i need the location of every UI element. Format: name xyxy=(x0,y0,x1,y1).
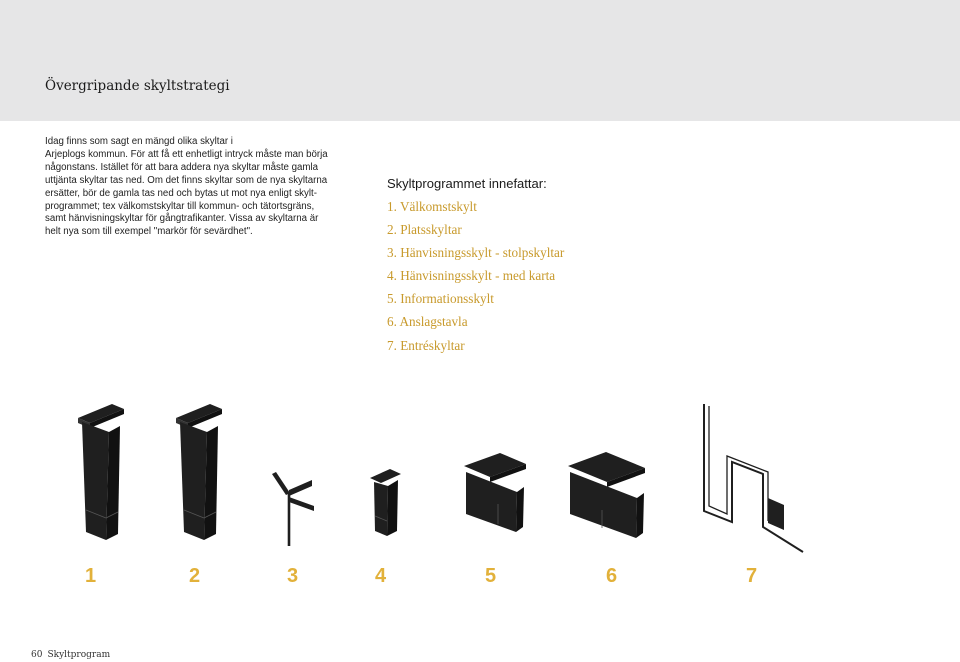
program-item: 6. Anslagstavla xyxy=(387,314,468,330)
body-line: Idag finns som sagt en mängd olika skyltar i xyxy=(45,136,233,147)
page-number: 60 xyxy=(31,650,43,660)
page-footer xyxy=(31,650,110,660)
program-item: 7. Entréskyltar xyxy=(387,337,465,353)
body-line: helt nya som till exempel "markör för sevärdhet". xyxy=(45,226,253,238)
number-label: 5 xyxy=(485,565,497,587)
entrance-sign-illustration xyxy=(704,404,803,552)
header-band xyxy=(0,0,960,121)
welcome-sign-illustration xyxy=(78,404,124,540)
body-line: Arjeplogs kommun. För att få ett enhetligt intryck måste man börja xyxy=(45,148,328,160)
number-label: 6 xyxy=(606,565,618,587)
post-sign-illustration xyxy=(272,472,314,546)
program-heading: Skyltprogrammet innefattar: xyxy=(387,176,547,191)
number-label: 7 xyxy=(746,565,758,587)
page-title: Övergripande skyltstrategi xyxy=(45,78,230,94)
map-sign-illustration xyxy=(370,469,401,536)
body-line: samt hänvisningskyltar för gångtrafikanter. Vissa av skyltarna är xyxy=(45,213,319,225)
program-item: 4. Hänvisningsskylt - med karta xyxy=(387,268,556,284)
body-paragraph xyxy=(45,136,337,239)
program-item: 5. Informationsskylt xyxy=(387,291,494,307)
number-label: 3 xyxy=(287,565,299,587)
body-line: ersätter, bör de gamla tas ned och bytas ut mot nya enligt skylt- xyxy=(45,187,317,199)
footer-label: Skyltprogram xyxy=(47,650,111,660)
notice-board-illustration xyxy=(568,452,645,538)
number-label: 1 xyxy=(85,565,97,587)
program-item: 2. Platsskyltar xyxy=(387,222,462,238)
program-list xyxy=(387,198,564,360)
number-label: 4 xyxy=(375,565,387,587)
body-line: någonstans. Istället för att bara addera nya skyltar måste gamla xyxy=(45,161,319,173)
body-line: programmet; tex välkomstskyltar till kommun- och tätortsgräns, xyxy=(45,200,315,212)
info-sign-illustration xyxy=(464,453,526,532)
number-label: 2 xyxy=(189,565,201,587)
place-sign-illustration xyxy=(176,404,222,540)
sign-illustrations xyxy=(0,380,960,590)
program-item: 1. Välkomstskylt xyxy=(387,199,477,214)
body-line: uttjänta skyltar tas ned. Om det finns skyltar som de nya skyltarna xyxy=(45,174,328,186)
program-item: 3. Hänvisningsskylt - stolpskyltar xyxy=(387,245,565,261)
